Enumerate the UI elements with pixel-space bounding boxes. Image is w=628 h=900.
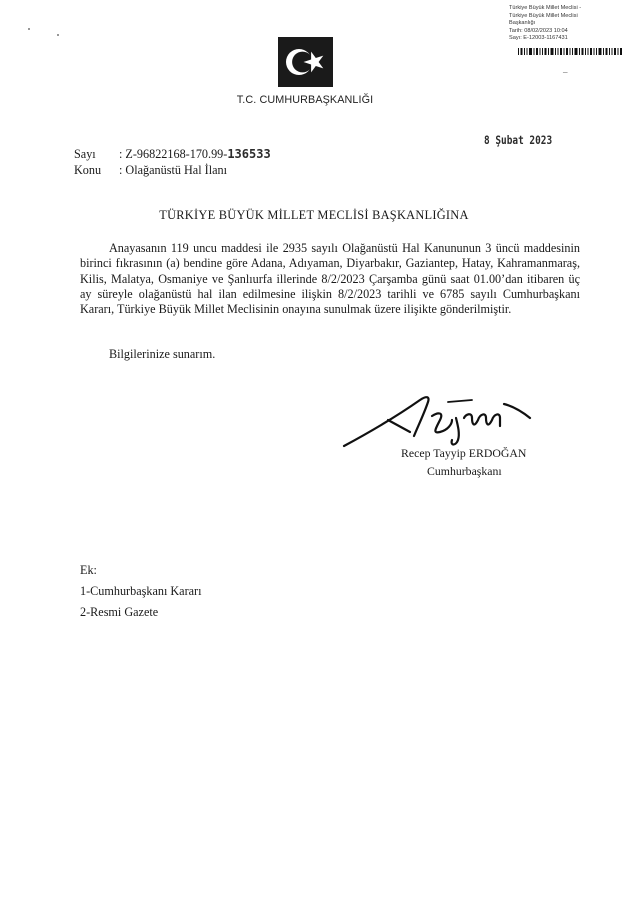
sayi-value: : Z-96822168-170.99- bbox=[119, 147, 228, 161]
attachment-item: 1-Cumhurbaşkanı Kararı bbox=[80, 584, 202, 598]
crescent-star-icon bbox=[278, 37, 333, 87]
konu-value: : Olağanüstü Hal İlanı bbox=[119, 163, 227, 177]
addressee-heading: TÜRKİYE BÜYÜK MİLLET MECLİSİ BAŞKANLIĞINA bbox=[159, 208, 469, 222]
closing-line: Bilgilerinize sunarım. bbox=[109, 347, 216, 361]
barcode bbox=[518, 48, 622, 55]
attachment-item: 2-Resmi Gazete bbox=[80, 605, 159, 619]
signer-block bbox=[401, 445, 526, 480]
reference-block bbox=[74, 146, 271, 178]
sayi-row bbox=[74, 146, 271, 162]
attachments-list bbox=[80, 560, 202, 623]
sayi-handwritten-number: 136533 bbox=[227, 147, 271, 161]
letterhead-caption: T.C. CUMHURBAŞKANLIĞI bbox=[236, 94, 374, 106]
sayi-label: Sayı bbox=[74, 147, 96, 161]
konu-row bbox=[74, 162, 271, 178]
stamp-line: Başkanlığı bbox=[509, 20, 536, 27]
konu-label: Konu bbox=[74, 163, 102, 177]
document-date: 8 Şubat 2023 bbox=[484, 133, 553, 147]
stamp-line: Türkiye Büyük Millet Meclisi bbox=[509, 12, 578, 19]
signer-title: Cumhurbaşkanı bbox=[427, 463, 502, 478]
handwritten-signature bbox=[340, 388, 555, 450]
stamp-line: Türkiye Büyük Millet Meclisi - bbox=[509, 5, 582, 11]
stamp-mark: – bbox=[563, 67, 568, 77]
registry-stamp bbox=[509, 5, 621, 43]
signer-name: Recep Tayyip ERDOĞAN bbox=[401, 446, 527, 460]
letter-body bbox=[80, 241, 580, 317]
scan-speck bbox=[28, 28, 30, 30]
scan-speck bbox=[57, 34, 59, 36]
body-paragraph: Anayasanın 119 uncu maddesi ile 2935 sayılı Olağanüstü Hal Kanununun 3 üncü maddesinin birinci fıkrasının (a) bendine göre Adana, Adıyaman, Diyarbakır, Gaziantep, Hatay, Kahramanmaraş, Kilis, Malatya, Osmaniye ve Şanlıurfa illerinde 8/2/2023 Çarşamba günü saat 01.00’dan itibaren üç ay süreyle olağanüstü hal ilan edilmesine ilişkin 8/2/2023 tarihli ve 6785 sayılı Cumhurbaşkanı Kararı, Türkiye Büyük Millet Meclisinin onayına sunulmak üzere ilişikte gönderilmiştir. bbox=[80, 241, 580, 317]
attachments-label: Ek: bbox=[80, 563, 97, 577]
stamp-number: Sayı: E-12003-1167431 bbox=[509, 35, 568, 42]
stamp-date: Tarih: 08/02/2023 10:04 bbox=[509, 27, 568, 34]
